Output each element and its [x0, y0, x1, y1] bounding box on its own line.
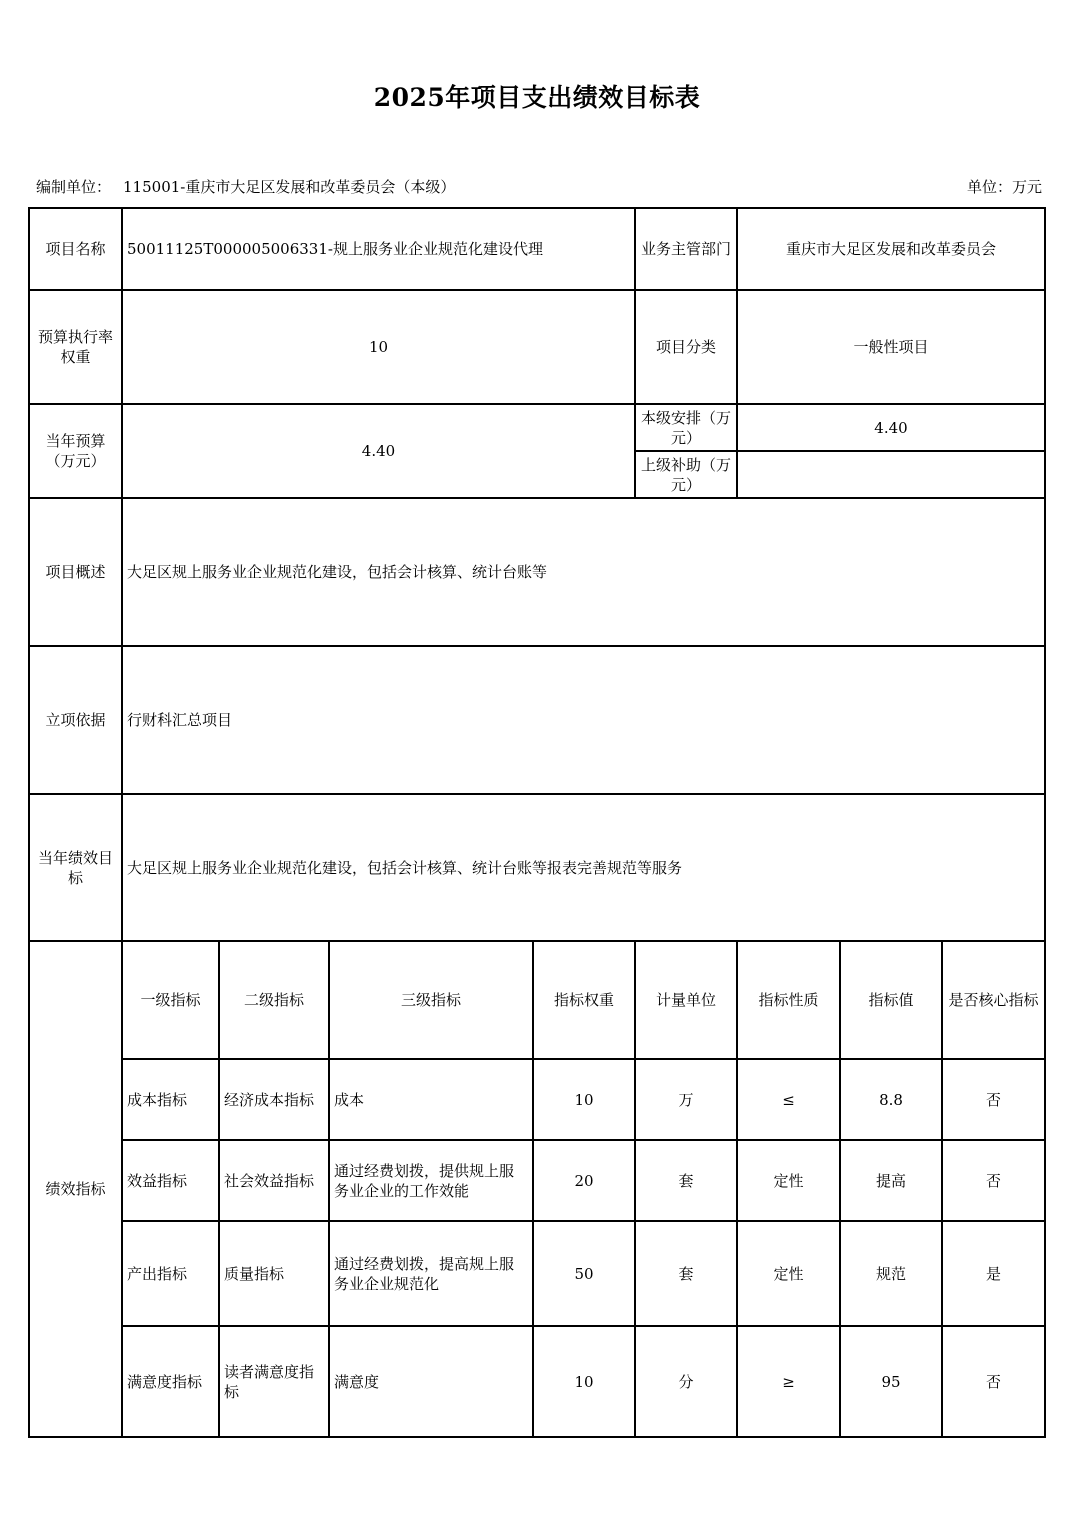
indicator-l1: 产出指标 — [122, 1221, 219, 1326]
performance-table — [28, 207, 1046, 1438]
indicator-unit: 分 — [635, 1326, 737, 1437]
indicator-core: 是 — [942, 1221, 1045, 1326]
indicator-row — [29, 1326, 1045, 1437]
indicator-l2: 经济成本指标 — [219, 1059, 329, 1140]
indicator-nature: 定性 — [737, 1140, 840, 1221]
indicator-nature: ≤ — [737, 1059, 840, 1140]
header-weight: 指标权重 — [533, 941, 635, 1059]
goal-value: 大足区规上服务业企业规范化建设，包括会计核算、统计台账等报表完善规范等服务 — [122, 794, 1045, 941]
unit-text: 单位：万元 — [966, 178, 1042, 196]
indicator-weight: 10 — [533, 1059, 635, 1140]
basis-row — [29, 646, 1045, 794]
indicator-core: 否 — [942, 1140, 1045, 1221]
indicator-value: 提高 — [840, 1140, 942, 1221]
indicator-l1: 效益指标 — [122, 1140, 219, 1221]
indicator-nature: 定性 — [737, 1221, 840, 1326]
indicator-weight: 10 — [533, 1326, 635, 1437]
indicator-unit: 万 — [635, 1059, 737, 1140]
indicator-row — [29, 1221, 1045, 1326]
budget-row — [29, 404, 1045, 451]
exec-weight-label: 预算执行率权重 — [29, 290, 122, 404]
indicator-value: 95 — [840, 1326, 942, 1437]
goal-row — [29, 794, 1045, 941]
indicator-l3: 满意度 — [329, 1326, 533, 1437]
category-label: 项目分类 — [635, 290, 737, 404]
indicator-core: 否 — [942, 1326, 1045, 1437]
org-label: 编制单位： — [36, 178, 112, 196]
indicator-row — [29, 1059, 1045, 1140]
indicator-l1: 满意度指标 — [122, 1326, 219, 1437]
indicator-core: 否 — [942, 1059, 1045, 1140]
exec-weight-row — [29, 290, 1045, 404]
header-l3: 三级指标 — [329, 941, 533, 1059]
category-value: 一般性项目 — [737, 290, 1045, 404]
project-name-value: 50011125T000005006331-规上服务业企业规范化建设代理 — [122, 208, 635, 290]
indicator-l3: 通过经费划拨，提高规上服务业企业规范化 — [329, 1221, 533, 1326]
local-value: 4.40 — [737, 404, 1045, 451]
budget-label: 当年预算（万元） — [29, 404, 122, 498]
dept-value: 重庆市大足区发展和改革委员会 — [737, 208, 1045, 290]
upper-value — [737, 451, 1045, 498]
project-name-label: 项目名称 — [29, 208, 122, 290]
header-value: 指标值 — [840, 941, 942, 1059]
dept-label: 业务主管部门 — [635, 208, 737, 290]
indicator-unit: 套 — [635, 1140, 737, 1221]
header-l1: 一级指标 — [122, 941, 219, 1059]
exec-weight-value: 10 — [122, 290, 635, 404]
header-nature: 指标性质 — [737, 941, 840, 1059]
page-title: 2025年项目支出绩效目标表 — [373, 83, 701, 112]
indicator-nature: ≥ — [737, 1326, 840, 1437]
header-unit: 计量单位 — [635, 941, 737, 1059]
indicator-l1: 成本指标 — [122, 1059, 219, 1140]
indicator-l3: 成本 — [329, 1059, 533, 1140]
indicator-l2: 社会效益指标 — [219, 1140, 329, 1221]
basis-label: 立项依据 — [29, 646, 122, 794]
local-label: 本级安排（万元） — [635, 404, 737, 451]
indicator-l2: 读者满意度指标 — [219, 1326, 329, 1437]
org-line — [36, 176, 455, 197]
indicator-l2: 质量指标 — [219, 1221, 329, 1326]
indicator-unit: 套 — [635, 1221, 737, 1326]
goal-label: 当年绩效目标 — [29, 794, 122, 941]
upper-label: 上级补助（万元） — [635, 451, 737, 498]
indicator-header-row — [29, 941, 1045, 1059]
header-l2: 二级指标 — [219, 941, 329, 1059]
indicator-weight: 50 — [533, 1221, 635, 1326]
indicator-l3: 通过经费划拨，提供规上服务业企业的工作效能 — [329, 1140, 533, 1221]
indicator-value: 8.8 — [840, 1059, 942, 1140]
indicator-section-label: 绩效指标 — [29, 941, 122, 1437]
org-value: 115001-重庆市大足区发展和改革委员会（本级） — [123, 178, 456, 196]
project-name-row — [29, 208, 1045, 290]
indicator-weight: 20 — [533, 1140, 635, 1221]
basis-value: 行财科汇总项目 — [122, 646, 1045, 794]
overview-label: 项目概述 — [29, 498, 122, 646]
header-core: 是否核心指标 — [942, 941, 1045, 1059]
indicator-value: 规范 — [840, 1221, 942, 1326]
budget-value: 4.40 — [122, 404, 635, 498]
indicator-row — [29, 1140, 1045, 1221]
overview-value: 大足区规上服务业企业规范化建设，包括会计核算、统计台账等 — [122, 498, 1045, 646]
overview-row — [29, 498, 1045, 646]
